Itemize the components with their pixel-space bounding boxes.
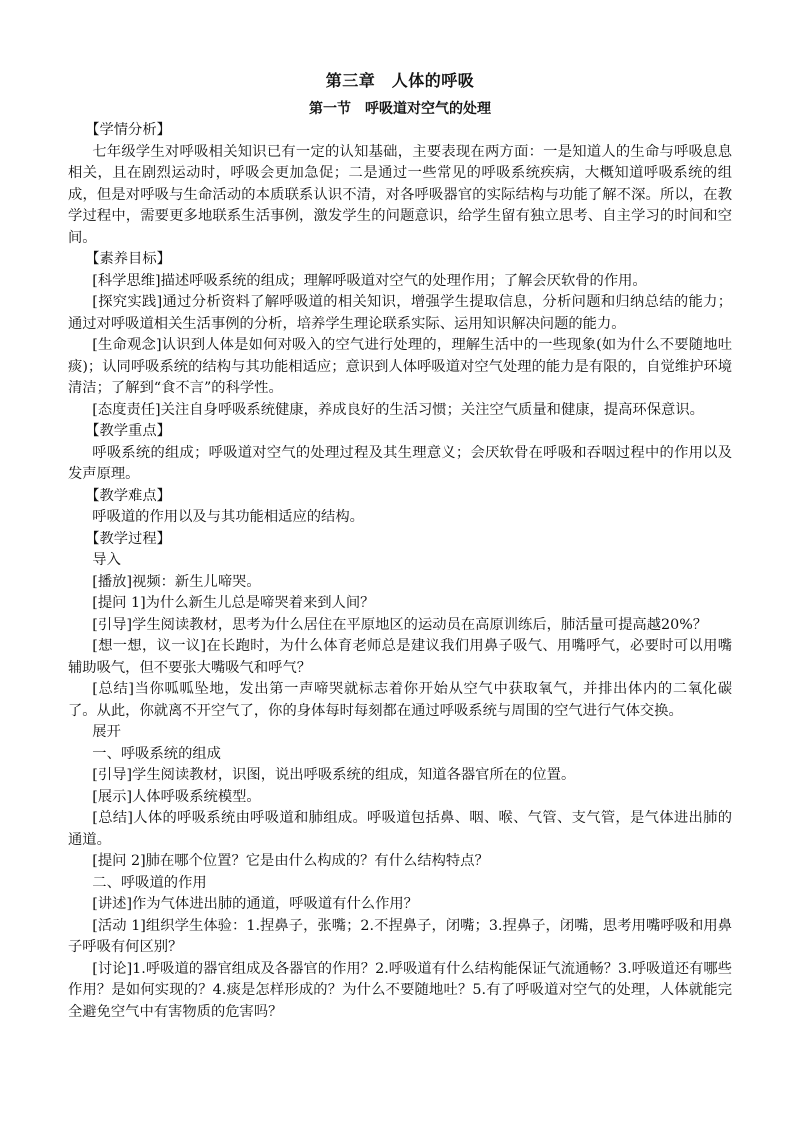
section-heading: 【教学重点】 (85, 423, 171, 439)
paragraph: 导入 (92, 552, 121, 568)
paragraph: 七年级学生对呼吸相关知识已有一定的认知基础，主要表现在两方面：一是知道人的生命与呼吸息息相关，且在剧烈运动时，呼吸会更加急促；二是通过一些常见的呼吸系统疾病，大概知道呼吸系统的组成，但是对呼吸与生命活动的本质联系认识不清，对各呼吸器官的实际结构与功能了解不深。所以，在教学过程中，需要更多地联系生活事例，激发学生的问题意识，给学生留有独立思考、自主学习的时间和空间。 (68, 143, 732, 246)
paragraph: [提问 1]为什么新生儿总是啼哭着来到人间？ (92, 595, 375, 611)
paragraph: [提问 2]肺在哪个位置？它是由什么构成的？有什么结构特点？ (92, 853, 489, 869)
paragraph: 二、呼吸道的作用 (92, 874, 207, 891)
paragraph: [播放]视频：新生儿啼哭。 (92, 573, 261, 590)
paragraph: 展开 (92, 724, 121, 740)
paragraph: 呼吸道的作用以及与其功能相适应的结构。 (92, 509, 364, 525)
paragraph: [引导]学生阅读教材，识图，说出呼吸系统的组成，知道各器官所在的位置。 (92, 767, 576, 783)
document-page (68, 68, 732, 1023)
paragraph: [生命观念]认识到人体是如何对吸入的空气进行处理的，理解生活中的一些现象(如为什么不要随地吐痰)；认同呼吸系统的结构与其功能相适应；意识到人体呼吸道对空气处理的能力是有限的，自觉维护环境清洁；了解到“食不言”的科学性。 (68, 337, 732, 396)
chapter-title: 第三章 人体的呼吸 (325, 71, 475, 90)
paragraph: [讨论]1.呼吸道的器官组成及各器官的作用？2.呼吸道有什么结构能保证气流通畅？3.呼吸道还有哪些作用？是如何实现的？4.痰是怎样形成的？为什么不要随地吐？5.有了呼吸道对空气的处理，人体就能完全避免空气中有害物质的危害吗？ (68, 960, 732, 1020)
paragraph: [活动 1]组织学生体验：1.捏鼻子，张嘴；2.不捏鼻子，闭嘴；3.捏鼻子，闭嘴，思考用嘴呼吸和用鼻子呼吸有何区别？ (68, 917, 732, 955)
paragraph: [想一想，议一议]在长跑时，为什么体育老师总是建议我们用鼻子吸气、用嘴呼气，必要时可以用嘴辅助吸气，但不要张大嘴吸气和呼气？ (68, 638, 732, 676)
paragraph: 一、呼吸系统的组成 (92, 745, 221, 762)
paragraph: 呼吸系统的组成；呼吸道对空气的处理过程及其生理意义；会厌软骨在呼吸和吞咽过程中的作用以及发声原理。 (68, 444, 732, 482)
section-heading: 【学情分析】 (85, 122, 171, 138)
section-heading: 【教学难点】 (85, 487, 171, 504)
paragraph: [展示]人体呼吸系统模型。 (92, 788, 261, 805)
paragraph: [总结]当你呱呱坠地，发出第一声啼哭就标志着你开始从空气中获取氧气，并排出体内的二氧化碳了。从此，你就离不开空气了，你的身体每时每刻都在通过呼吸系统与周围的空气进行气体交换。 (68, 681, 732, 719)
section-title: 第一节 呼吸道对空气的处理 (309, 101, 491, 117)
section-heading: 【教学过程】 (85, 530, 171, 547)
paragraph: [总结]人体的呼吸系统由呼吸道和肺组成。呼吸道包括鼻、咽、喉、气管、支气管，是气体进出肺的通道。 (68, 810, 732, 848)
paragraph: [科学思维]描述呼吸系统的组成；理解呼吸道对空气的处理作用；了解会厌软骨的作用。 (92, 272, 647, 289)
paragraph: [态度责任]关注自身呼吸系统健康，养成良好的生活习惯；关注空气质量和健康，提高环保意识。 (92, 401, 704, 418)
paragraph: [引导]学生阅读教材，思考为什么居住在平原地区的运动员在高原训练后，肺活量可提高越20%？ (92, 616, 708, 633)
section-heading: 【素养目标】 (85, 251, 171, 267)
paragraph: [探究实践]通过分析资料了解呼吸道的相关知识，增强学生提取信息，分析问题和归纳总结的能力；通过对呼吸道相关生活事例的分析，培养学生理论联系实际、运用知识解决问题的能力。 (68, 294, 732, 332)
paragraph: [讲述]作为气体进出肺的通道，呼吸道有什么作用？ (92, 896, 418, 912)
document-body (68, 120, 732, 1023)
